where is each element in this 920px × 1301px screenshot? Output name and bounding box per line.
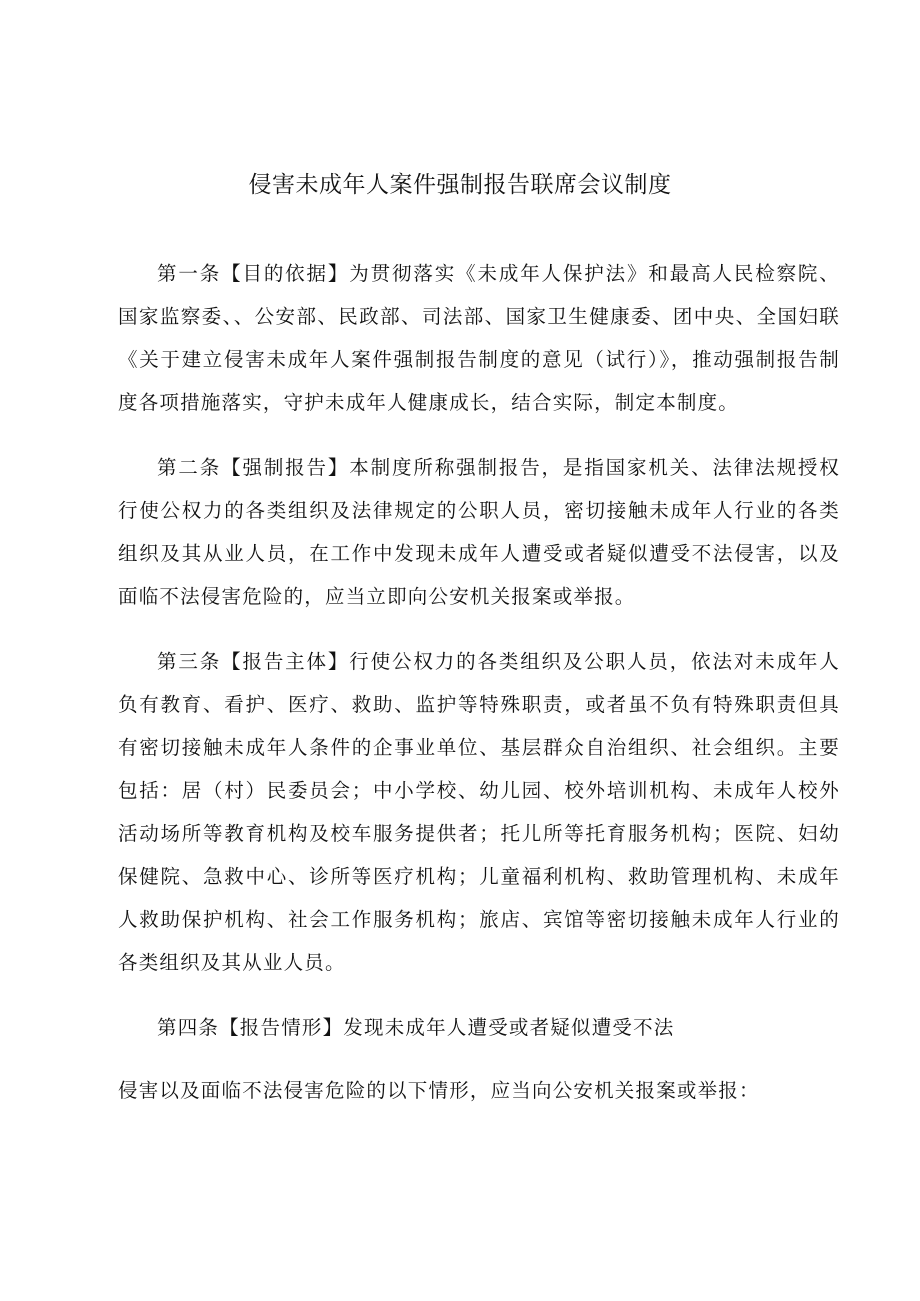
- article-4-paragraph: 第四条【报告情形】发现未成年人遭受或者疑似遭受不法: [157, 1016, 675, 1039]
- document-body: [118, 252, 840, 1134]
- article-3-paragraph: 第三条【报告主体】行使公权力的各类组织及公职人员，依法对未成年人负有教育、看护、医疗、救助、监护等特殊职责，或者虽不负有特殊职责但具有密切接触未成年人条件的企事业单位、基层群众自治组织、社会组织。主要包括：居（村）民委员会；中小学校、幼儿园、校外培训机构、未成年人校外活动场所等教育机构及校车服务提供者；托儿所等托育服务机构；医院、妇幼保健院、急救中心、诊所等医疗机构；儿童福利机构、救助管理机构、未成年人救助保护机构、社会工作服务机构；旅店、宾馆等密切接触未成年人行业的各类组织及其从业人员。: [118, 650, 840, 974]
- article-4-continuation: 侵害以及面临不法侵害危险的以下情形，应当向公安机关报案或举报：: [118, 1079, 760, 1102]
- article-1-paragraph: 第一条【目的依据】为贯彻落实《未成年人保护法》和最高人民检察院、国家监察委、、公安部、民政部、司法部、国家卫生健康委、团中央、全国妇联《关于建立侵害未成年人案件强制报告制度的意见（试行）》，推动强制报告制度各项措施落实，守护未成年人健康成长，结合实际，制定本制度。: [118, 262, 840, 414]
- article-2-paragraph: 第二条【强制报告】本制度所称强制报告，是指国家机关、法律法规授权行使公权力的各类组织及法律规定的公职人员，密切接触未成年人行业的各类组织及其从业人员，在工作中发现未成年人遭受或者疑似遭受不法侵害，以及面临不法侵害危险的，应当立即向公安机关报案或举报。: [118, 456, 840, 608]
- document-title: 侵害未成年人案件强制报告联席会议制度: [248, 172, 672, 198]
